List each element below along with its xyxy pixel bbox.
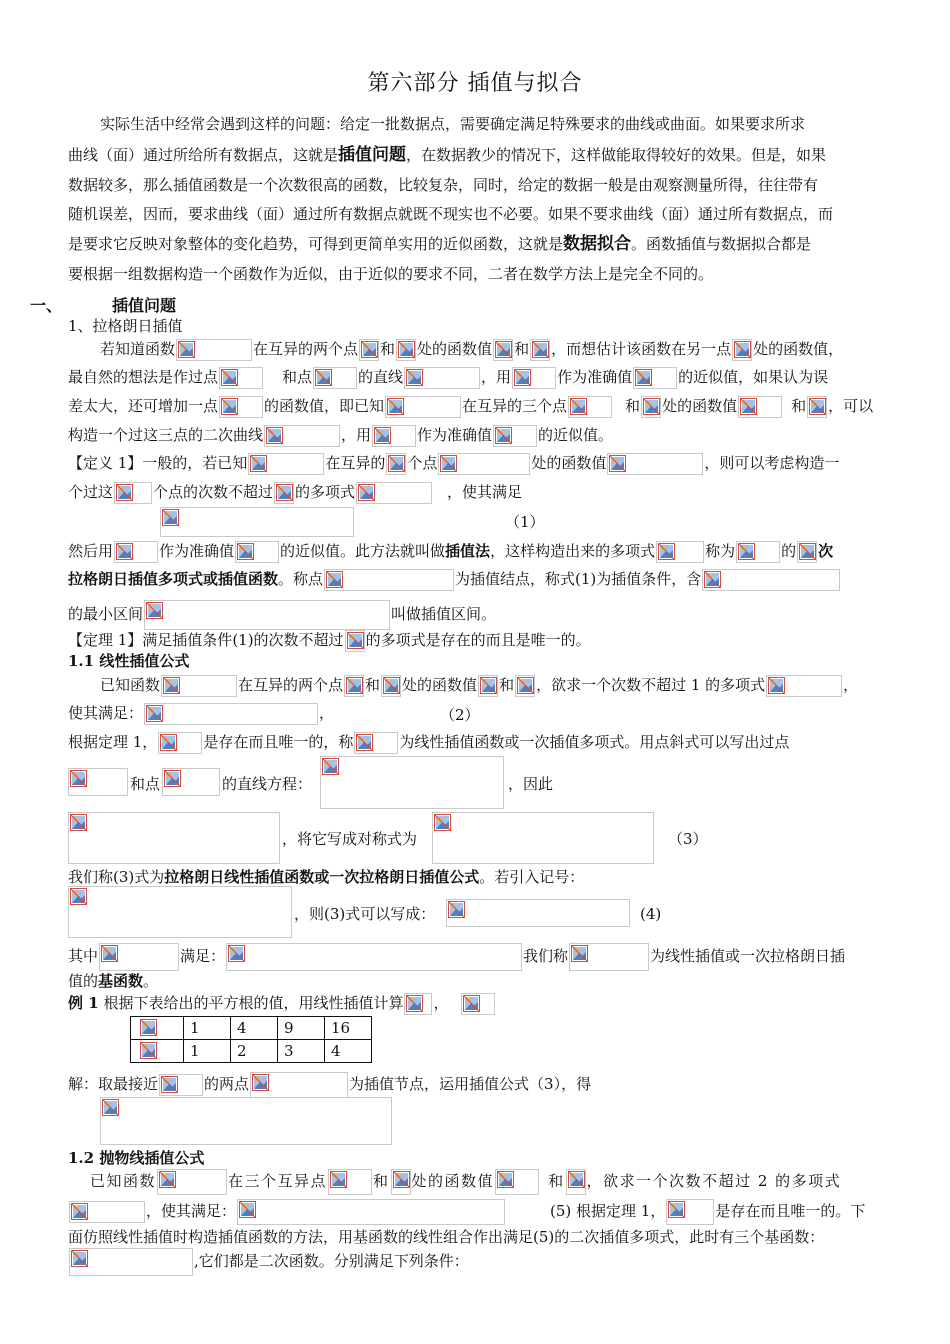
- formula-image-icon: [797, 541, 817, 563]
- formula-image-icon: [69, 1201, 145, 1223]
- formula-image-icon: [157, 1169, 227, 1195]
- text-line: 根据定理 1， 是存在而且唯一的，称 为线性插值函数或一次插值多项式。用点斜式可以写出过点: [68, 731, 789, 754]
- text-line: ，因此: [508, 775, 554, 793]
- formula-image-icon: [515, 675, 535, 697]
- formula-image-icon: [738, 396, 782, 418]
- formula-image-icon: [766, 675, 842, 697]
- text-line: 已知函数 在互异的两个点 和 处的函数值 和 ，欲求一个次数不超过 1 的多项式 ，: [100, 674, 858, 697]
- formula-image-icon: [313, 367, 357, 389]
- text-line: 已知函数 在三个互异点 和 处的函数值 和 ，欲求一个次数不超过 2 的多项式: [90, 1169, 841, 1195]
- formula-image-icon: [566, 1169, 586, 1195]
- table-row-header: [131, 1040, 184, 1063]
- table-cell: 9: [278, 1017, 325, 1040]
- formula-image-icon: [493, 425, 537, 447]
- table-cell: 3: [278, 1040, 325, 1063]
- equation-number: （3）: [668, 830, 708, 848]
- formula-image-icon: [162, 768, 220, 796]
- table-cell: 4: [231, 1017, 278, 1040]
- formula-image-icon: [114, 482, 152, 504]
- equation-image: [432, 812, 654, 864]
- table-row: [131, 1040, 372, 1063]
- formula-image-icon: [69, 1248, 193, 1276]
- formula-image-icon: [144, 600, 390, 630]
- text-line: 面仿照线性插值时构造插值函数的方法，用基函数的线性组合作出满足(5)的二次插值多项式，此时有三个基函数：: [68, 1228, 825, 1246]
- formula-image-icon: [159, 1074, 203, 1096]
- intro-line: 曲线（面）通过所给所有数据点，这就是插值问题，在数据教少的情况下，这样做能取得较好的效果。但是，如果: [68, 145, 827, 165]
- text-line: 拉格朗日插值多项式或插值函数。称点 为插值结点，称式(1)为插值条件，含: [68, 568, 841, 591]
- intro-line: 要根据一组数据构造一个函数作为近似，由于近似的要求不同，二者在数学方法上是完全不同的。: [68, 265, 714, 283]
- formula-image-icon: [144, 703, 318, 725]
- formula-image-icon: [495, 1169, 539, 1195]
- formula-image-icon: [702, 569, 840, 591]
- formula-image-icon: [235, 541, 279, 563]
- data-table: [130, 1016, 372, 1063]
- equation-number: （1）: [505, 513, 545, 531]
- formula-image-icon: [250, 1072, 348, 1098]
- equation-number: （2）: [440, 706, 480, 724]
- formula-image-icon: [176, 339, 252, 361]
- equation-image: [320, 756, 504, 809]
- formula-image-icon: [274, 482, 294, 504]
- formula-image-icon: [344, 675, 364, 697]
- subsection-heading: 1.2 抛物线插值公式: [68, 1149, 205, 1167]
- text-line: 使其满足： ，: [68, 702, 334, 725]
- formula-image-icon: [404, 367, 480, 389]
- formula-image-icon: [237, 1199, 505, 1225]
- formula-image-icon: [493, 339, 513, 361]
- text-line: 个过这 个点的次数不超过 的多项式 ，使其满足: [68, 481, 522, 504]
- formula-image-icon: [607, 453, 703, 475]
- formula-image-icon: [354, 732, 398, 754]
- formula-image-icon: [807, 396, 827, 418]
- intro-line: 随机误差，因而，要求曲线（面）通过所有数据点就既不现实也不必要。如果不要求曲线（面）通过所有数据点，而: [68, 205, 834, 223]
- text-line: 构造一个过这三点的二次曲线 ，用 作为准确值 的近似值。: [68, 424, 613, 447]
- formula-image-icon: [219, 396, 263, 418]
- formula-image-icon: [568, 396, 612, 418]
- formula-image-icon: [641, 396, 661, 418]
- formula-image-icon: [372, 425, 416, 447]
- table-cell: 2: [231, 1040, 278, 1063]
- table-cell: 16: [325, 1017, 372, 1040]
- table-cell: 1: [184, 1017, 231, 1040]
- text-line: ，使其满足： (5) 根据定理 1， 是存在而且唯一的。下: [68, 1199, 865, 1225]
- formula-image-icon: [226, 943, 522, 971]
- text-line: 解：取最接近 的两点 为插值节点，运用插值公式（3），得: [68, 1072, 591, 1098]
- formula-image-icon: [264, 425, 340, 447]
- formula-image-icon: [359, 339, 379, 361]
- text-line: 我们称(3)式为拉格朗日线性插值函数或一次拉格朗日插值公式。若引入记号：: [68, 868, 585, 886]
- formula-image-icon: [385, 396, 461, 418]
- formula-image-icon: [356, 482, 432, 504]
- formula-image-icon: [386, 453, 406, 475]
- formula-image-icon: [345, 630, 365, 652]
- formula-image-icon: [461, 993, 495, 1015]
- intro-line: 数据较多，那么插值函数是一个次数很高的函数，比较复杂，同时，给定的数据一般是由观察测量所得，往往带有: [68, 176, 819, 194]
- formula-image-icon: [328, 1169, 372, 1195]
- formula-image-icon: [324, 569, 454, 591]
- formula-image-icon: [736, 541, 780, 563]
- formula-image-icon: [569, 943, 649, 971]
- table-row: [131, 1017, 372, 1040]
- formula-image-icon: [404, 993, 432, 1015]
- text-line: 若知道函数 在互异的两个点 和 处的函数值 和 ，而想估计该函数在另一点 处的函数值，: [100, 338, 843, 361]
- formula-image-icon: [391, 1169, 411, 1195]
- equation-number: (4): [640, 905, 662, 923]
- formula-image-icon: [438, 453, 530, 475]
- formula-image-icon: [478, 675, 498, 697]
- text-line: 【定理 1】满足插值条件(1)的次数不超过 的多项式是存在的而且是唯一的。: [68, 629, 591, 652]
- text-line: 例 1 根据下表给出的平方根的值，用线性插值计算 ，: [68, 992, 496, 1015]
- table-cell: 4: [325, 1040, 372, 1063]
- formula-image-icon: [248, 453, 324, 475]
- equation-image: [446, 899, 630, 927]
- formula-image-icon: [140, 1019, 157, 1036]
- equation-image: [160, 507, 354, 537]
- formula-image-icon: [219, 367, 263, 389]
- formula-image-icon: [99, 943, 179, 971]
- text-line: 然后用 作为准确值 的近似值。此方法就叫做插值法，这样构造出来的多项式 称为 的 次: [68, 540, 833, 563]
- text-line: 的直线方程：: [222, 775, 313, 793]
- text-line: 和点: [130, 775, 161, 793]
- text-line: 【定义 1】一般的，若已知 在互异的 个点 处的函数值 ，则可以考虑构造一: [68, 452, 839, 475]
- formula-image-icon: [633, 367, 677, 389]
- table-row-header: [131, 1017, 184, 1040]
- formula-image-icon: [161, 675, 237, 697]
- equation-image: [68, 812, 280, 864]
- page-title: 第六部分 插值与拟合: [367, 71, 583, 96]
- text-line: ,它们都是二次函数。分别满足下列条件：: [68, 1248, 469, 1276]
- text-line: 其中 满足： 我们称 为线性插值或一次拉格朗日插: [68, 943, 845, 971]
- formula-image-icon: [396, 339, 416, 361]
- subsection-heading: 1.1 线性插值公式: [68, 652, 190, 670]
- equation-image: [100, 1097, 392, 1145]
- intro-line: 实际生活中经常会遇到这样的问题：给定一批数据点，需要确定满足特殊要求的曲线或曲面。如果要求所求: [100, 115, 806, 133]
- text-line: ，则(3)式可以写成：: [294, 905, 436, 923]
- text-line: 值的基函数。: [68, 972, 159, 990]
- formula-image-icon: [114, 541, 158, 563]
- formula-image-icon: [381, 675, 401, 697]
- formula-image-icon: [732, 339, 752, 361]
- section-heading: 一、 插值问题: [30, 296, 177, 315]
- intro-line: 是要求它反映对象整体的变化趋势，可得到更简单实用的近似函数，这就是数据拟合。函数插值与数据拟合都是: [68, 234, 812, 254]
- formula-image-icon: [140, 1042, 157, 1059]
- equation-image: [68, 886, 292, 938]
- text-line: 最自然的想法是作过点 和点 的直线 ，用 作为准确值 的近似值，如果认为误: [68, 366, 828, 389]
- table-cell: 1: [184, 1040, 231, 1063]
- formula-image-icon: [68, 768, 128, 796]
- formula-image-icon: [656, 541, 704, 563]
- text-line: 的最小区间 叫做插值区间。: [68, 600, 496, 630]
- text-line: 差太大，还可增加一点 的函数值，即已知 在互异的三个点 和 处的函数值 和 ，可以: [68, 395, 873, 418]
- formula-image-icon: [530, 339, 550, 361]
- formula-image-icon: [666, 1199, 714, 1225]
- formula-image-icon: [158, 732, 202, 754]
- subsection-heading: 1、拉格朗日插值: [68, 317, 183, 335]
- text-line: ，将它写成对称式为: [282, 830, 418, 848]
- formula-image-icon: [512, 367, 556, 389]
